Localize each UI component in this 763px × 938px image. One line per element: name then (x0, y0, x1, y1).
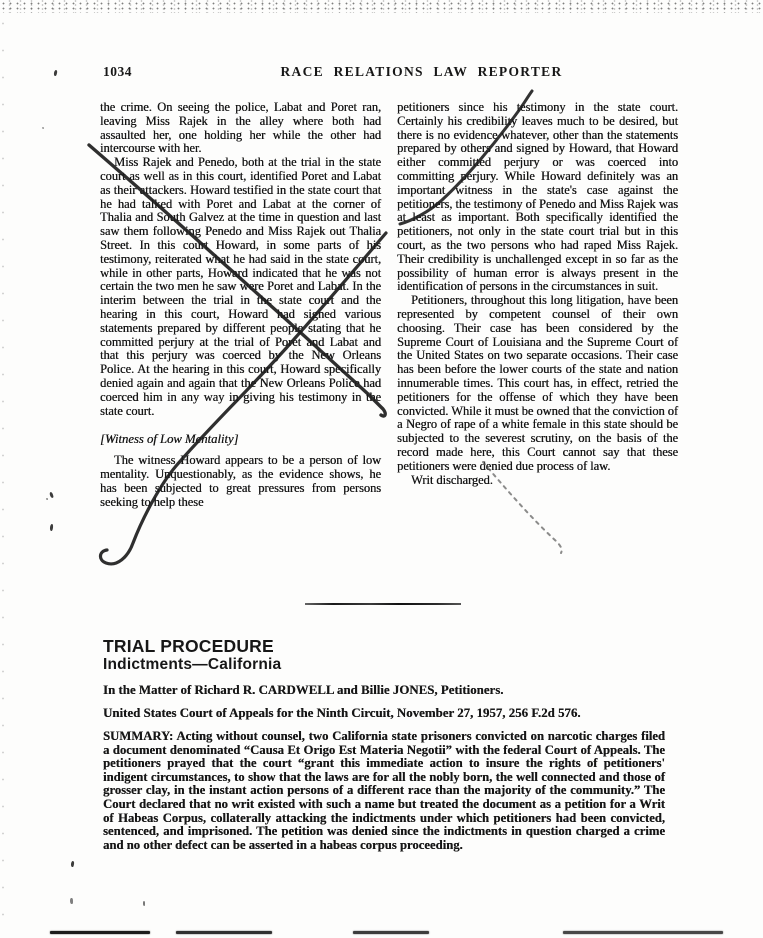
body-paragraph: petitioners since his testimony in the state court. Certainly his credibility leaves much to be desired, but there is no evidence whatever, other than the statements prepared by others and signed by Howard, that Howard either committed perjury or was coerced into committing perjury. While Howard definitely was an important witness in the state's case against the petitioners, the testimony of Penedo and Miss Rajek was at least as important. Both specifically identified the petitioners, not only in the state court trial but in this court, as the two persons who had raped Miss Rajek. Their credibility is unchallenged except in so far as the possibility of human error is always present in the identification of persons in the circumstances in suit. (397, 100, 678, 294)
body-paragraph: Miss Rajek and Penedo, both at the trial in the state court as well as in this court, identified Poret and Labat as their attackers. Howard testified in the state court that he had talked with Poret and Labat at the corner of Thalia and South Galvez at the time in question and last saw them following Penedo and Miss Rajek out Thalia Street. In this court Howard, in some parts of his testimony, reiterated what he had said in the state court, while in other parts, Howard indicated that he was not certain the two men he saw were Poret and Labat. In the interim between the trial in the state court and the hearing in this court, Howard had signed various statements prepared by different people stating that he committed perjury at the trial of Poret and Labat and that this perjury was coerced by the New Orleans Police. At the hearing in this court, Howard specifically denied again and again that the New Orleans Police had coerced him in any way in giving his testimony in the state court. (100, 155, 381, 418)
two-column-body (100, 101, 678, 509)
ink-mark (143, 901, 145, 906)
scan-edge-mark (353, 931, 429, 934)
section-subheading: Indictments—California (103, 656, 282, 673)
ink-mark (50, 524, 54, 531)
right-column (397, 101, 678, 509)
body-paragraph: the crime. On seeing the police, Labat and Poret ran, leaving Miss Rajek in the alley where both had assaulted her, one holding her while the other had intercourse with her. (100, 100, 381, 156)
scan-edge-mark (563, 931, 723, 934)
ink-mark (46, 498, 48, 500)
scan-edge-mark (176, 931, 272, 934)
section-heading: TRIAL PROCEDURE (103, 636, 274, 656)
body-paragraph: Petitioners, throughout this long litigation, have been represented by competent counsel of their own choosing. Their case has been considered by the Supreme Court of Louisiana and the Supreme Court of the United States on two separate occasions. Their case has been before the lower courts of the state and nation innumerable times. This court has, in effect, retried the petitioners for the offense of which they have been convicted. While it must be owned that the conviction of a Negro of rape of a white female in this state should be subjected to the severest scrutiny, on the basis of the record made here, this Court cannot say that these petitioners were denied due process of law. (397, 293, 678, 473)
ink-mark (53, 70, 57, 77)
ink-mark (49, 492, 54, 499)
case-title: In the Matter of Richard R. CARDWELL and Billie JONES, Petitioners. (103, 683, 504, 697)
body-paragraph: The witness Howard appears to be a person of low mentality. Unquestionably, as the evidence shows, he has been subjected to great pressures from persons seeking to help these (100, 453, 381, 509)
scan-noise-left-edge (0, 10, 7, 930)
bracket-subheading: [Witness of Low Mentality] (100, 432, 239, 447)
ink-mark (42, 127, 44, 129)
ink-mark (70, 898, 73, 904)
court-citation-line: United States Court of Appeals for the Ninth Circuit, November 27, 1957, 256 F.2d 576. (103, 706, 581, 720)
summary-label: SUMMARY: (103, 729, 174, 743)
case-summary (103, 730, 665, 852)
disposition-line: Writ discharged. (411, 472, 493, 487)
scan-edge-mark (50, 931, 150, 934)
page-number: 1034 (103, 64, 132, 79)
scan-noise-top-band (0, 0, 763, 13)
running-head-title: RACE RELATIONS LAW REPORTER (280, 64, 563, 79)
trial-procedure-section (103, 636, 665, 852)
left-column (100, 101, 381, 509)
section-divider-rule (305, 603, 461, 605)
ink-mark (71, 861, 75, 867)
summary-text: Acting without counsel, two California state prisoners convicted on narcotic charges filed a document denominated “Causa Et Origo Est Materia Negotii” with the federal Court of Appeals. The petitioners prayed that the court “grant this immediate action to insure the rights of petitioners' indigent circumstances, to show that the laws are for all the nobly born, the well connected and those of grosser clay, in the instant action persons of a different race than the majority of the community.” The Court declared that no writ existed with such a name but treated the document as a petition for a Writ of Habeas Corpus, collaterally attacking the indictments under which petitioners had been convicted, sentenced, and imprisoned. The petition was denied since the indictments in question charged a crime and no other defect can be asserted in a habeas corpus proceeding. (103, 729, 665, 852)
